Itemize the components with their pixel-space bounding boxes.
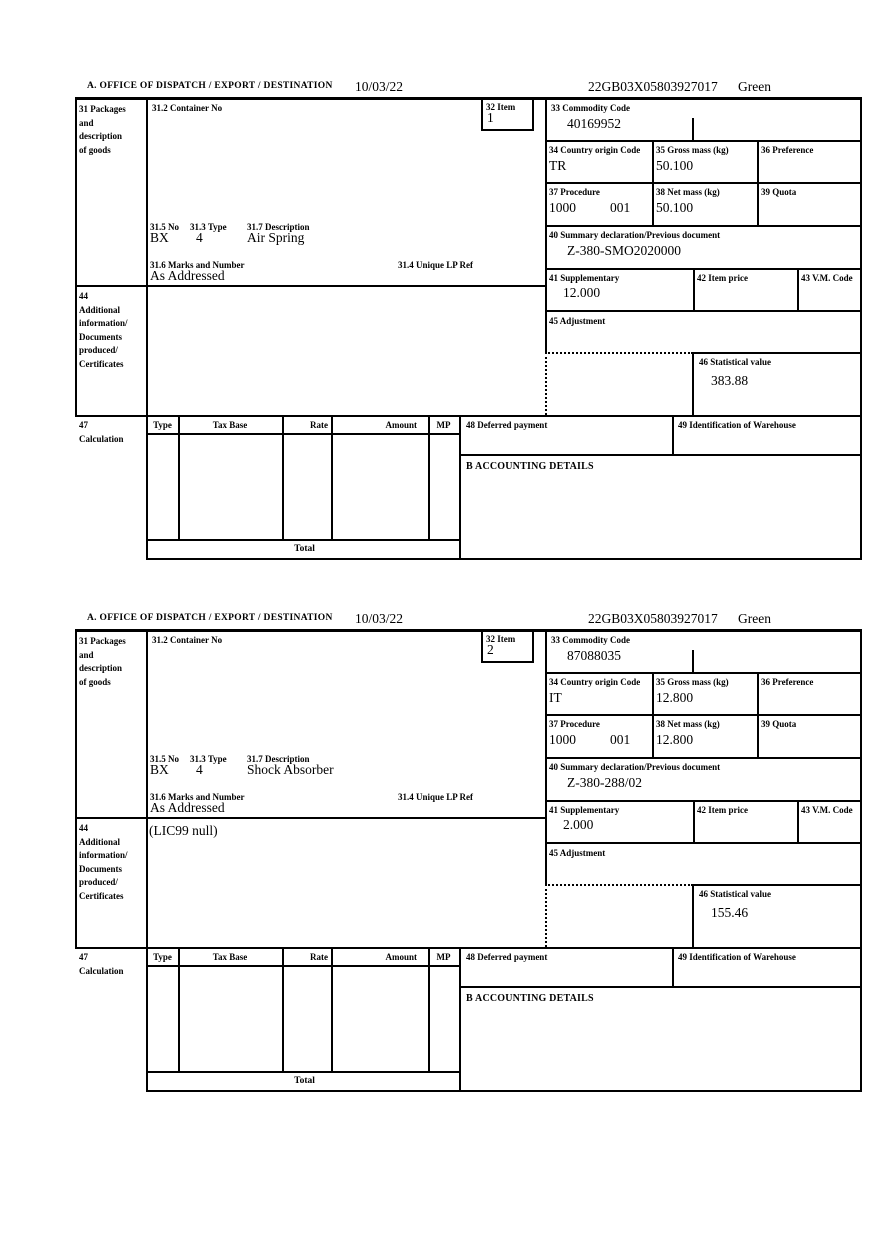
grid-line	[545, 842, 862, 844]
box34-country-origin-label: 34 Country origin Code	[549, 145, 641, 155]
box31-2-container-no-label: 31.2 Container No	[152, 635, 223, 645]
tax-type-column-header: Type	[153, 420, 172, 430]
box32-item-label: 32 Item	[486, 634, 516, 644]
box32-item-number: 1	[487, 110, 494, 125]
box42-item-price-label: 42 Item price	[697, 273, 748, 283]
item-box-border	[532, 97, 534, 131]
box42-item-price-label: 42 Item price	[697, 805, 748, 815]
box32-item-number: 2	[487, 642, 494, 657]
item-box-border	[481, 97, 483, 131]
grid-line	[545, 182, 862, 184]
tax-table-line	[146, 965, 461, 967]
box31-6-marks-value: As Addressed	[150, 800, 225, 815]
box31-5-no-value: BX	[150, 762, 169, 777]
sad-item-sheet	[0, 79, 882, 564]
box31-packages-label: 31 Packages and description of goods	[79, 104, 126, 155]
grid-line	[545, 714, 862, 716]
grid-line	[75, 629, 77, 947]
grid-line	[146, 1090, 862, 1092]
grid-line	[545, 310, 862, 312]
box38-net-mass-value: 12.800	[656, 732, 694, 747]
box37-procedure-value: 1000	[549, 200, 576, 215]
box44-additional-info-value: (LIC99 null)	[149, 823, 218, 838]
box39-quota-label: 39 Quota	[761, 187, 797, 197]
box34-country-origin-label: 34 Country origin Code	[549, 677, 641, 687]
grid-line	[75, 415, 862, 417]
box44-additional-info-label: 44 Additional information/ Documents produced/ Certificates	[79, 291, 128, 369]
box31-2-container-no-label: 31.2 Container No	[152, 103, 223, 113]
box31-4-unique-lp-ref-label: 31.4 Unique LP Ref	[398, 260, 474, 270]
box40-summary-declaration-label: 40 Summary declaration/Previous document	[549, 230, 721, 240]
box41-supplementary-value: 2.000	[563, 817, 594, 832]
commodity-code-separator	[692, 650, 694, 672]
tax-base-column-header: Tax Base	[212, 420, 248, 430]
tax-table-line	[146, 433, 461, 435]
tax-total-label: Total	[294, 544, 315, 554]
tax-base-column-header: Tax Base	[212, 952, 248, 962]
tax-table-line	[459, 947, 461, 1090]
box31-4-unique-lp-ref-label: 31.4 Unique LP Ref	[398, 792, 474, 802]
box38-net-mass-value: 50.100	[656, 200, 694, 215]
tax-mp-column-header: MP	[436, 420, 451, 430]
grid-line	[75, 817, 546, 819]
movement-reference-number: 22GB03X05803927017	[588, 611, 718, 626]
box35-gross-mass-label: 35 Gross mass (kg)	[656, 677, 729, 687]
box31-3-type-label: 31.3 Type	[190, 754, 227, 764]
box46-statistical-value: 155.46	[711, 905, 749, 920]
box48-deferred-payment-label: 48 Deferred payment	[466, 952, 548, 962]
grid-line	[692, 352, 694, 415]
box31-packages-label: 31 Packages and description of goods	[79, 636, 126, 687]
box40-summary-declaration-value: Z-380-288/02	[567, 775, 642, 790]
routing-status: Green	[738, 79, 771, 94]
sad-item-sheet	[0, 611, 882, 1096]
box47-calculation-label: 47 Calculation	[79, 420, 124, 444]
tax-total-label: Total	[294, 1076, 315, 1086]
box31-6-marks-label: 31.6 Marks and Number	[150, 792, 245, 802]
office-of-dispatch-label: A. OFFICE OF DISPATCH / EXPORT / DESTINATION	[87, 613, 333, 623]
box49-warehouse-id-label: 49 Identification of Warehouse	[678, 420, 796, 430]
grid-line	[545, 757, 862, 759]
grid-line	[459, 986, 862, 988]
grid-line	[545, 225, 862, 227]
grid-line	[545, 672, 862, 674]
grid-line	[545, 800, 862, 802]
box31-5-no-label: 31.5 No	[150, 222, 179, 232]
box43-vm-code-label: 43 V.M. Code	[801, 805, 853, 815]
box31-3-type-label: 31.3 Type	[190, 222, 227, 232]
box46-statistical-value-label: 46 Statistical value	[699, 889, 771, 899]
grid-line	[797, 800, 799, 842]
box34-country-origin-value: IT	[549, 690, 562, 705]
box47-calculation-label: 47 Calculation	[79, 952, 124, 976]
grid-line	[672, 947, 674, 986]
box46-statistical-value: 383.88	[711, 373, 749, 388]
grid-line	[75, 629, 862, 632]
accounting-details-label: B ACCOUNTING DETAILS	[466, 461, 594, 472]
box31-5-no-label: 31.5 No	[150, 754, 179, 764]
box31-6-marks-value: As Addressed	[150, 268, 225, 283]
dotted-grid-line	[545, 352, 693, 354]
box41-supplementary-label: 41 Supplementary	[549, 805, 620, 815]
box31-7-description-value: Shock Absorber	[247, 762, 334, 777]
item-box-border	[481, 629, 483, 663]
dotted-grid-line	[545, 884, 547, 947]
grid-line	[75, 285, 546, 287]
grid-line	[693, 800, 695, 842]
grid-line	[692, 884, 862, 886]
box31-7-description-label: 31.7 Description	[247, 222, 310, 232]
item-box-border	[481, 129, 534, 131]
box33-commodity-code-value: 87088035	[567, 648, 621, 663]
box31-3-type-value: 4	[196, 762, 203, 777]
box33-commodity-code-label: 33 Commodity Code	[551, 103, 630, 113]
routing-status: Green	[738, 611, 771, 626]
box38-net-mass-label: 38 Net mass (kg)	[656, 719, 720, 729]
box43-vm-code-label: 43 V.M. Code	[801, 273, 853, 283]
box37-procedure-label: 37 Procedure	[549, 719, 600, 729]
dotted-grid-line	[545, 884, 693, 886]
accounting-details-label: B ACCOUNTING DETAILS	[466, 993, 594, 1004]
grid-line	[860, 629, 862, 1090]
box33-commodity-code-label: 33 Commodity Code	[551, 635, 630, 645]
box44-additional-info-label: 44 Additional information/ Documents produced/ Certificates	[79, 823, 128, 901]
item-box-border	[532, 629, 534, 663]
box41-supplementary-label: 41 Supplementary	[549, 273, 620, 283]
box45-adjustment-label: 45 Adjustment	[549, 848, 606, 858]
grid-line	[860, 97, 862, 558]
grid-line	[459, 454, 862, 456]
box37-procedure-value: 1000	[549, 732, 576, 747]
office-of-dispatch-label: A. OFFICE OF DISPATCH / EXPORT / DESTINATION	[87, 81, 333, 91]
commodity-code-separator	[692, 118, 694, 140]
tax-rate-column-header: Rate	[310, 420, 328, 430]
box45-adjustment-label: 45 Adjustment	[549, 316, 606, 326]
item-box-border	[481, 661, 534, 663]
grid-line	[692, 352, 862, 354]
movement-reference-number: 22GB03X05803927017	[588, 79, 718, 94]
tax-mp-column-header: MP	[436, 952, 451, 962]
box39-quota-label: 39 Quota	[761, 719, 797, 729]
grid-line	[75, 97, 77, 415]
box46-statistical-value-label: 46 Statistical value	[699, 357, 771, 367]
box41-supplementary-value: 12.000	[563, 285, 601, 300]
box38-net-mass-label: 38 Net mass (kg)	[656, 187, 720, 197]
tax-rate-column-header: Rate	[310, 952, 328, 962]
box35-gross-mass-label: 35 Gross mass (kg)	[656, 145, 729, 155]
tax-table-line	[146, 1071, 461, 1073]
dispatch-date: 10/03/22	[355, 611, 404, 626]
grid-line	[75, 97, 862, 100]
box31-7-description-label: 31.7 Description	[247, 754, 310, 764]
box33-commodity-code-value: 40169952	[567, 116, 621, 131]
grid-line	[146, 629, 148, 1090]
grid-line	[545, 140, 862, 142]
tax-table-line	[459, 415, 461, 558]
box40-summary-declaration-value: Z-380-SMO2020000	[567, 243, 681, 258]
box36-preference-label: 36 Preference	[761, 145, 814, 155]
box37-procedure-suffix: 001	[610, 200, 631, 215]
box31-5-no-value: BX	[150, 230, 169, 245]
box31-7-description-value: Air Spring	[247, 230, 305, 245]
grid-line	[146, 97, 148, 558]
tax-table-line	[146, 539, 461, 541]
grid-line	[797, 268, 799, 310]
box32-item-label: 32 Item	[486, 102, 516, 112]
tax-type-column-header: Type	[153, 952, 172, 962]
box37-procedure-suffix: 001	[610, 732, 631, 747]
box31-3-type-value: 4	[196, 230, 203, 245]
box35-gross-mass-value: 50.100	[656, 158, 694, 173]
box36-preference-label: 36 Preference	[761, 677, 814, 687]
box40-summary-declaration-label: 40 Summary declaration/Previous document	[549, 762, 721, 772]
grid-line	[692, 884, 694, 947]
grid-line	[672, 415, 674, 454]
grid-line	[693, 268, 695, 310]
tax-amount-column-header: Amount	[385, 952, 417, 962]
grid-line	[75, 947, 862, 949]
dispatch-date: 10/03/22	[355, 79, 404, 94]
box35-gross-mass-value: 12.800	[656, 690, 694, 705]
box48-deferred-payment-label: 48 Deferred payment	[466, 420, 548, 430]
box31-6-marks-label: 31.6 Marks and Number	[150, 260, 245, 270]
box49-warehouse-id-label: 49 Identification of Warehouse	[678, 952, 796, 962]
box34-country-origin-value: TR	[549, 158, 567, 173]
box37-procedure-label: 37 Procedure	[549, 187, 600, 197]
grid-line	[146, 558, 862, 560]
tax-amount-column-header: Amount	[385, 420, 417, 430]
dotted-grid-line	[545, 352, 547, 415]
grid-line	[545, 268, 862, 270]
